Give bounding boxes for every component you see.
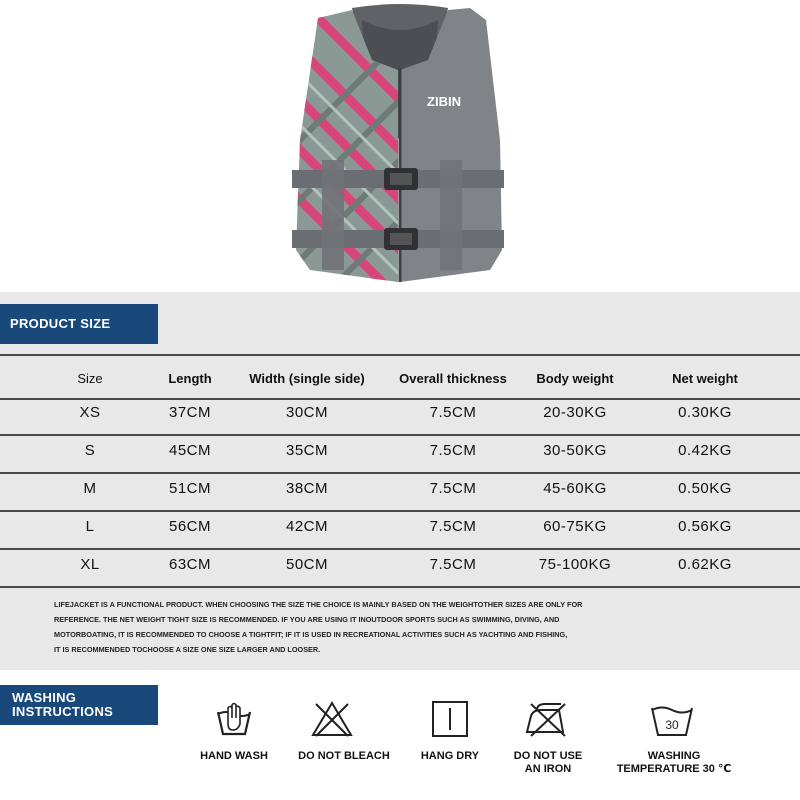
thickness-cell: 7.5CM [429,556,477,573]
size-cell: XS [79,404,101,421]
length-cell: 51CM [168,480,211,497]
header-net-weight: Net weight [672,371,738,386]
product-image [0,0,800,292]
wash-temperature-value: 30 [665,718,679,732]
width-cell: 35CM [285,442,328,459]
net-weight-cell: 0.56KG [678,518,732,535]
size-cell: XL [80,556,100,573]
wash-temperature-label-line: WASHING [647,750,701,762]
size-cell: M [83,480,97,497]
table-header-row [0,362,800,396]
header-thickness: Overall thickness [399,371,507,386]
size-cell: L [85,518,95,535]
table-top-border [0,354,800,356]
table-row [0,548,800,582]
body-weight-cell: 30-50KG [543,442,607,459]
length-cell: 45CM [168,442,211,459]
do-not-iron-label-line: DO NOT USE [513,750,583,762]
washing-title-line: INSTRUCTIONS [12,704,114,719]
size-note [54,597,766,657]
net-weight-cell: 0.62KG [678,556,732,573]
header-length: Length [168,371,212,386]
hand-wash-label [184,750,284,763]
size-cell: S [84,442,96,459]
size-note-line: MOTORBOATING, IT IS RECOMMENDED TO CHOOSE A TIGHTFIT; IF IT IS USED IN RECREATIONAL ACTIVITIES SUCH AS YACHTING AND FISHING, [54,630,568,639]
hang-dry-icon [420,700,480,740]
thickness-cell: 7.5CM [429,480,477,497]
width-cell: 30CM [285,404,328,421]
hang-dry-label [400,750,500,763]
header-body-weight: Body weight [536,371,614,386]
table-row [0,396,800,430]
do-not-iron-label [496,750,600,776]
net-weight-cell: 0.42KG [678,442,732,459]
table-row [0,472,800,506]
wash-temperature-label-line: TEMPERATURE 30 ℃ [616,763,732,775]
thickness-cell: 7.5CM [429,442,477,459]
size-note-line: IT IS RECOMMENDED TOCHOOSE A SIZE ONE SIZE LARGER AND LOOSER. [54,645,321,654]
washing-instructions-banner [0,685,158,725]
table-bottom-border [0,586,800,588]
wash-temperature-icon [642,700,702,740]
width-cell: 42CM [285,518,328,535]
life-vest-illustration [0,0,800,292]
do-not-iron-label-line: AN IRON [524,763,572,775]
hand-wash-label-line: HAND WASH [200,750,268,762]
net-weight-cell: 0.50KG [678,480,732,497]
thickness-cell: 7.5CM [429,518,477,535]
length-cell: 56CM [168,518,211,535]
washing-title-line: WASHING [12,690,77,705]
length-cell: 37CM [168,404,211,421]
width-cell: 38CM [285,480,328,497]
thickness-cell: 7.5CM [429,404,477,421]
do-not-iron-icon [516,700,576,740]
body-weight-cell: 75-100KG [538,556,612,573]
net-weight-cell: 0.30KG [678,404,732,421]
table-row [0,434,800,468]
do-not-bleach-label [284,750,404,763]
body-weight-cell: 20-30KG [543,404,607,421]
width-cell: 50CM [285,556,328,573]
length-cell: 63CM [168,556,211,573]
brand-logo: ZIBIN [427,94,461,109]
product-size-banner: PRODUCT SIZE [0,304,158,344]
product-size-section [0,292,800,670]
body-weight-cell: 45-60KG [543,480,607,497]
washing-instructions-section [0,670,800,800]
table-row [0,510,800,544]
do-not-bleach-label-line: DO NOT BLEACH [298,750,390,762]
wash-temperature-label [606,750,742,776]
do-not-bleach-icon [302,700,362,740]
header-size: Size [77,371,103,386]
size-note-line: LIFEJACKET IS A FUNCTIONAL PRODUCT. WHEN CHOOSING THE SIZE THE CHOICE IS MAINLY BASED ON THE WEIGHTOTHER SIZES ARE ONLY FOR [54,600,583,609]
body-weight-cell: 60-75KG [543,518,607,535]
header-width: Width (single side) [249,371,365,386]
hang-dry-label-line: HANG DRY [420,750,480,762]
size-note-line: REFERENCE. THE NET WEIGHT TIGHT SIZE IS RECOMMENDED. IF YOU ARE USING IT INOUTDOOR SPORTS SUCH AS SWIMMING, DIVING, AND [54,615,560,624]
hand-wash-icon [204,700,264,740]
